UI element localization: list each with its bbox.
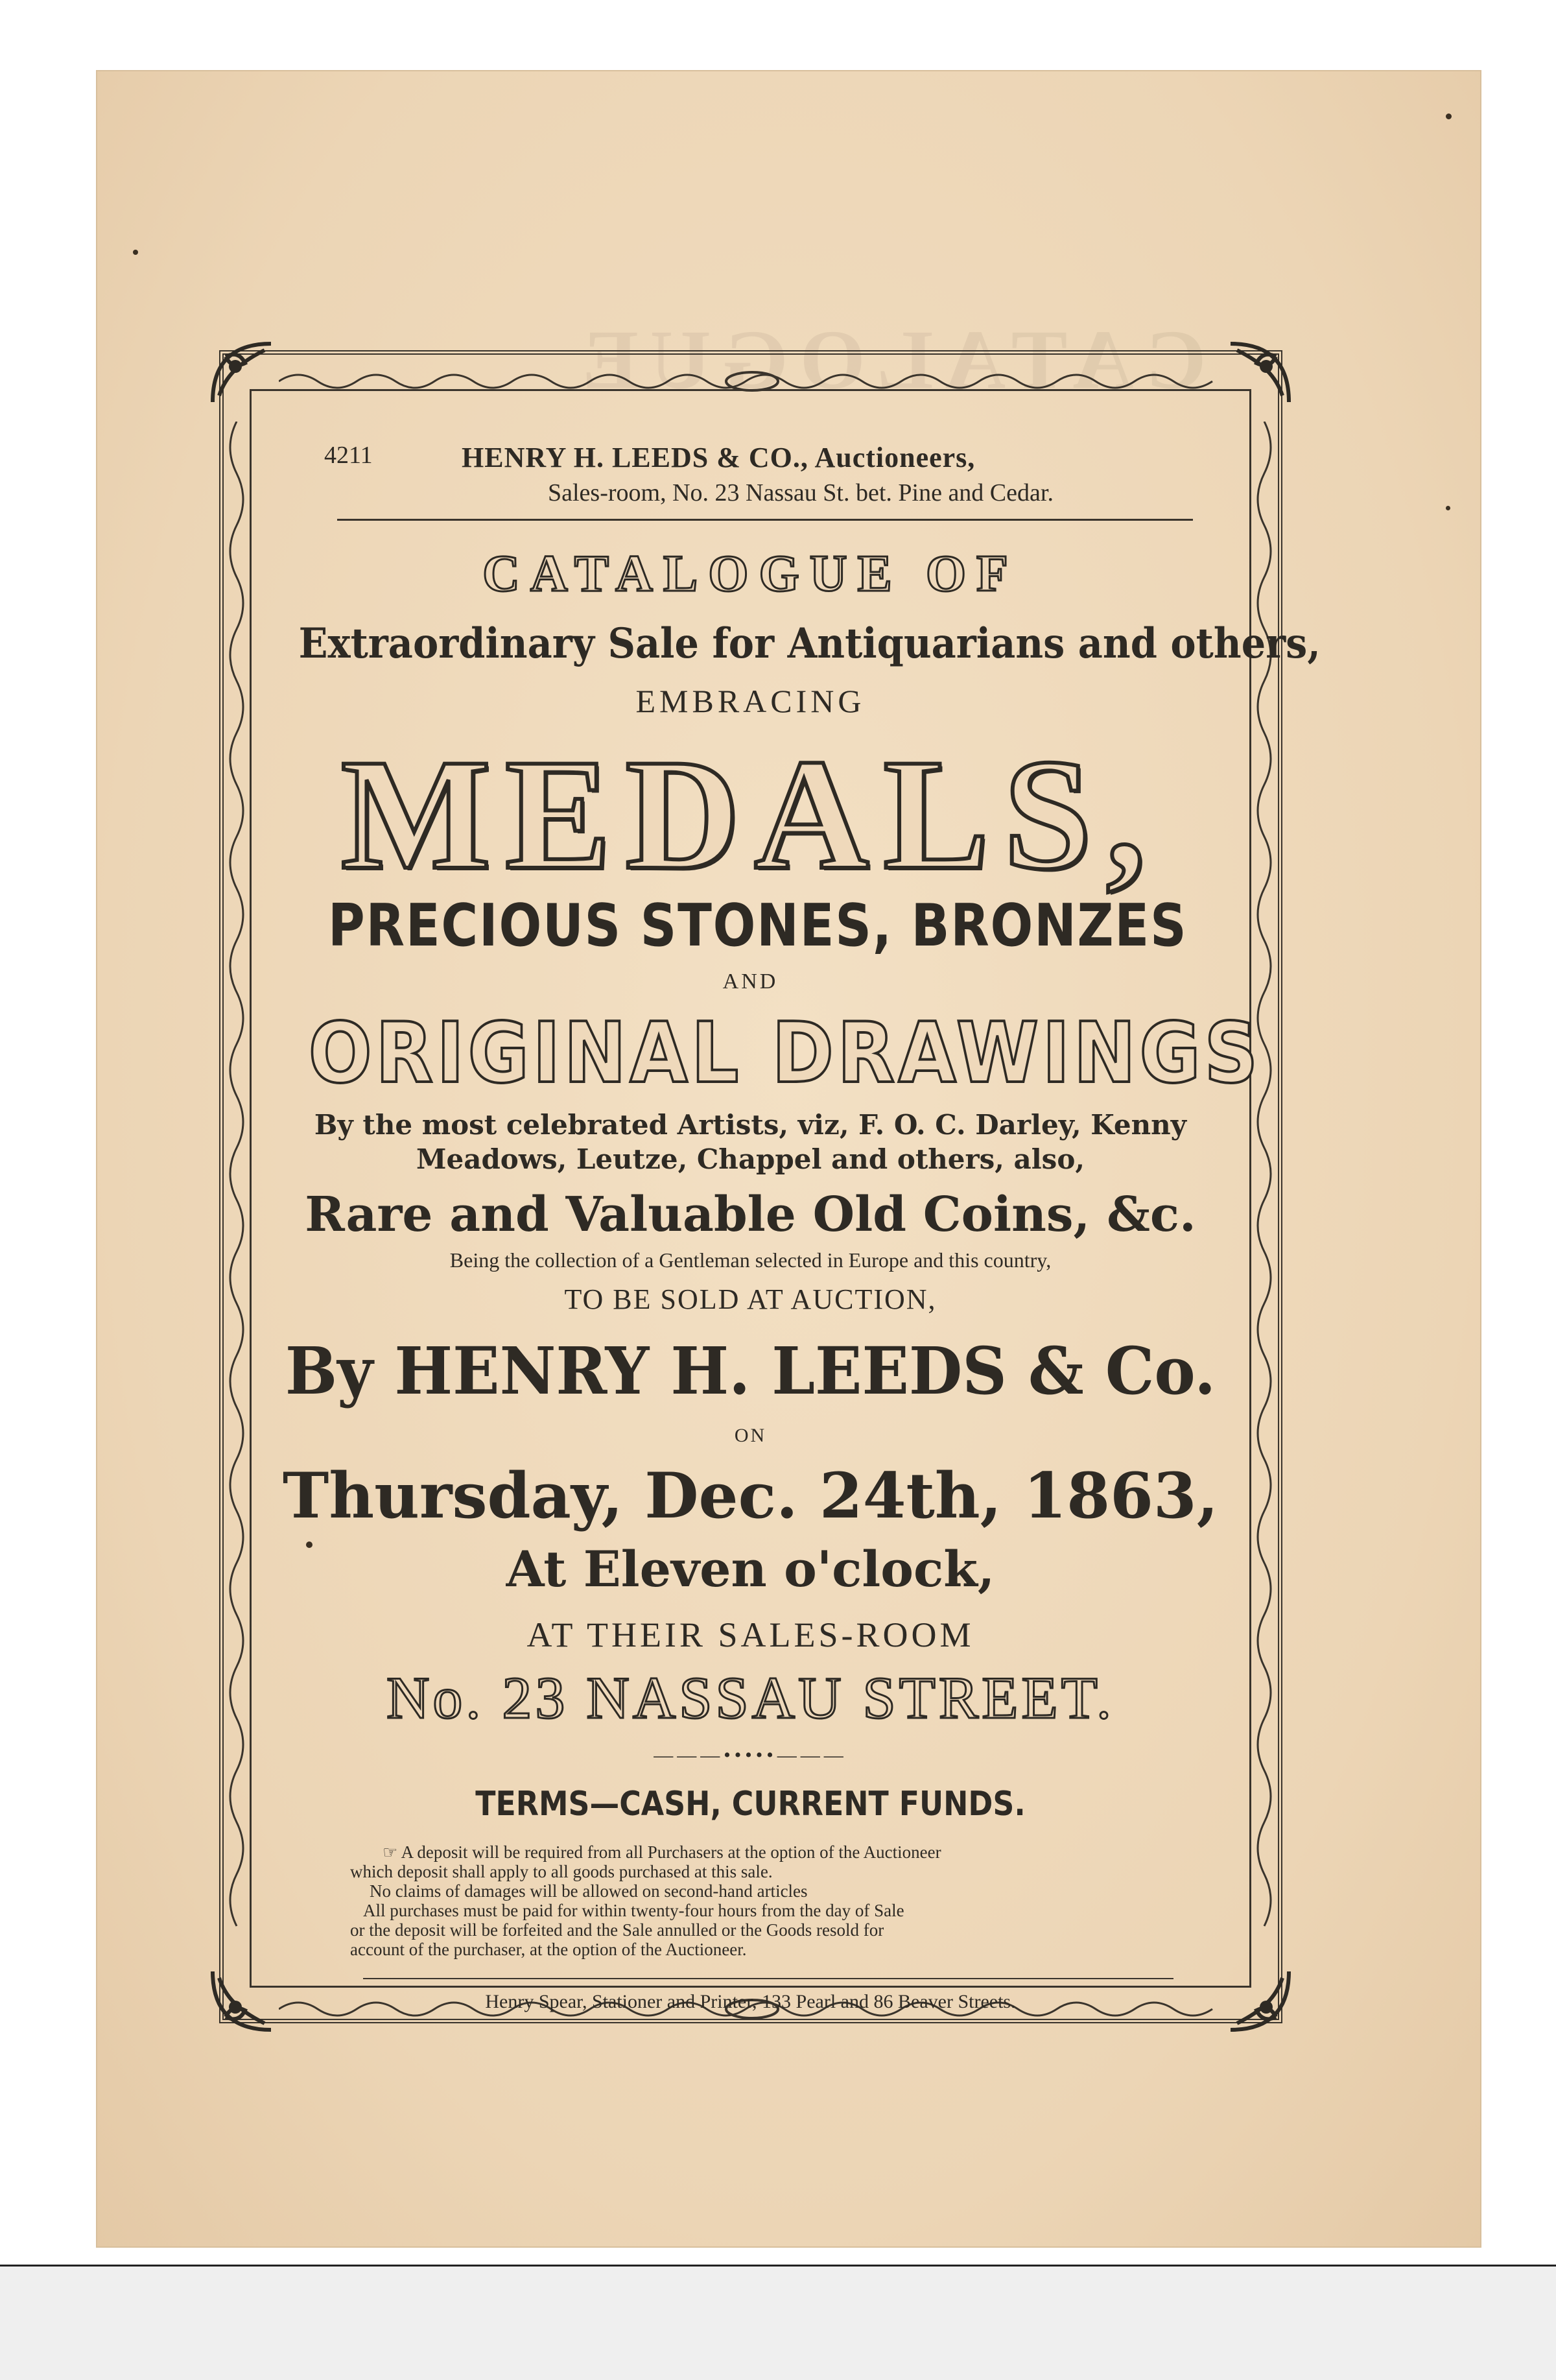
precious-stones-line: PRECIOUS STONES, BRONZES bbox=[328, 892, 1188, 960]
fine-print-line: All purchases must be paid for within twenty-four hours from the day of Sale bbox=[363, 1901, 904, 1920]
and-label: AND bbox=[722, 970, 779, 994]
corner-flourish-icon bbox=[206, 337, 277, 409]
fine-print-line: ☞ A deposit will be required from all Purchasers at the option of the Auctioneer bbox=[383, 1842, 941, 1862]
paper-speck bbox=[133, 250, 138, 255]
fine-print-line: which deposit shall apply to all goods purchased at this sale. bbox=[350, 1862, 773, 1881]
catalogue-heading: CATALOGUE OF bbox=[482, 545, 1019, 602]
collection-note: Being the collection of a Gentleman selected in Europe and this country, bbox=[449, 1248, 1052, 1272]
fine-print-line: account of the purchaser, at the option of the Auctioneer. bbox=[350, 1940, 747, 1959]
embracing-label: EMBRACING bbox=[635, 683, 866, 719]
original-drawings-title: ORIGINAL DRAWINGS bbox=[308, 1005, 1262, 1102]
show-through-text: CATALOGUE bbox=[571, 313, 1207, 407]
auctioneers-name: HENRY H. LEEDS & CO., Auctioneers, bbox=[462, 442, 976, 473]
paper-speck bbox=[1446, 113, 1452, 119]
header-rule bbox=[337, 519, 1193, 521]
artists-line-1: By the most celebrated Artists, viz, F. O. C. Darley, Kenny bbox=[314, 1109, 1187, 1141]
artists-line-2: Meadows, Leutze, Chappel and others, also, bbox=[416, 1143, 1085, 1175]
medals-title: MEDALS, bbox=[340, 726, 1161, 902]
corner-flourish-icon bbox=[1224, 337, 1295, 409]
rare-coins-line: Rare and Valuable Old Coins, &c. bbox=[305, 1187, 1196, 1243]
sale-time: At Eleven o'clock, bbox=[506, 1540, 995, 1598]
printer-credit: Henry Spear, Stationer and Printer, 133 Pearl and 86 Beaver Streets. bbox=[485, 1991, 1016, 2012]
top-border-ornament bbox=[279, 368, 1225, 394]
left-border-ornament bbox=[224, 422, 250, 1965]
fine-print-line: or the deposit will be forfeited and the Sale annulled or the Goods resold for bbox=[350, 1920, 884, 1940]
terms-line: TERMS—CASH, CURRENT FUNDS. bbox=[475, 1785, 1026, 1824]
lot-number: 4211 bbox=[324, 442, 373, 469]
fine-print-line: No claims of damages will be allowed on second-hand articles bbox=[370, 1881, 808, 1901]
sale-date: Thursday, Dec. 24th, 1863, bbox=[282, 1459, 1219, 1532]
scan-background bbox=[0, 2267, 1556, 2380]
dotted-divider: ———•••••——— bbox=[654, 1744, 847, 1766]
subheading: Extraordinary Sale for Antiquarians and others, bbox=[298, 619, 1321, 668]
on-label: ON bbox=[734, 1425, 767, 1446]
sales-room-address: Sales-room, No. 23 Nassau St. bet. Pine and Cedar. bbox=[548, 479, 1054, 506]
to-be-sold-line: TO BE SOLD AT AUCTION, bbox=[564, 1283, 937, 1315]
pointing-hand-icon: ☞ bbox=[383, 1843, 398, 1862]
auctioneer-line: By HENRY H. LEEDS & Co. bbox=[285, 1333, 1216, 1409]
sales-room-label: AT THEIR SALES-ROOM bbox=[526, 1615, 974, 1654]
footer-rule bbox=[363, 1978, 1173, 1979]
paper-speck bbox=[1446, 506, 1450, 510]
street-address: No. 23 NASSAU STREET. bbox=[386, 1665, 1115, 1731]
